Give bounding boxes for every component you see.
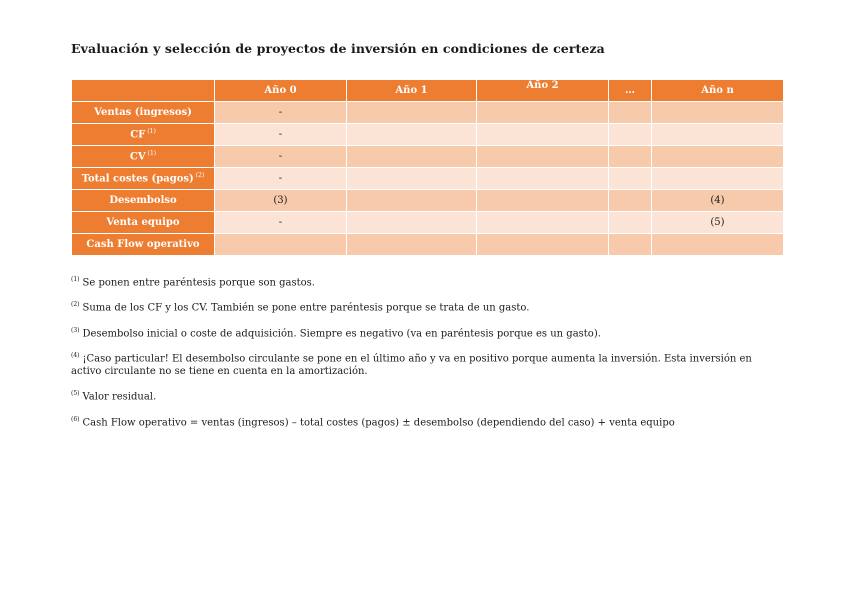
cell [215, 234, 347, 256]
cell [347, 212, 477, 234]
cell [652, 168, 784, 190]
cell [347, 102, 477, 124]
footnote-text: Suma de los CF y los CV. También se pone entre paréntesis porque se trata de un gasto. [82, 302, 530, 314]
header-year-0: Año 0 [215, 80, 347, 102]
cell: - [215, 102, 347, 124]
cell [609, 102, 652, 124]
cell [477, 234, 609, 256]
row-label-cash-flow: Cash Flow operativo [72, 234, 215, 256]
cell [652, 102, 784, 124]
table-row [72, 234, 784, 256]
footnote [71, 298, 785, 314]
row-label-ventas: Ventas (ingresos) [72, 102, 215, 124]
cell [609, 146, 652, 168]
cell: - [215, 124, 347, 146]
cell: (5) [652, 212, 784, 234]
footnote-ref: (1) [147, 150, 157, 158]
cell [347, 124, 477, 146]
page-title: Evaluación y selección de proyectos de inversión en condiciones de certeza [71, 41, 605, 56]
row-label-cf: CF $^{(1)}$ [72, 124, 215, 146]
cell [347, 168, 477, 190]
table-row [72, 168, 784, 190]
footnote-marker: (3) [71, 326, 80, 334]
cell: - [215, 168, 347, 190]
footnote-text: Cash Flow operativo = ventas (ingresos) – total costes (pagos) ± desembolso (dependiendo del caso) + venta equipo [82, 416, 675, 428]
cell [652, 146, 784, 168]
table-row [72, 102, 784, 124]
footnote-text: Valor residual. [82, 391, 157, 403]
header-corner [72, 80, 215, 102]
cell [609, 234, 652, 256]
table-row [72, 146, 784, 168]
header-year-2: Año 2 [477, 80, 609, 102]
row-label-total-costes: Total costes (pagos) $^{(2)}$ [72, 168, 215, 190]
footnote-marker: (2) [71, 301, 80, 309]
footnote [71, 387, 785, 403]
table-row [72, 212, 784, 234]
footnote-marker: (6) [71, 415, 80, 423]
cell: - [215, 212, 347, 234]
footnotes [71, 273, 785, 438]
row-label-cv: CV $^{(1)}$ [72, 146, 215, 168]
cell [477, 190, 609, 212]
cell [609, 190, 652, 212]
cell [477, 102, 609, 124]
cell: (3) [215, 190, 347, 212]
row-label-desembolso: Desembolso [72, 190, 215, 212]
footnote-text: ¡Caso particular! El desembolso circulante se pone en el último año y va en positivo porque aumenta la inversión. Esta inversión en activo circulante no se tiene en cuenta en la amortización. [71, 353, 752, 378]
footnote-marker: (4) [71, 351, 80, 359]
cell [477, 146, 609, 168]
footnote-marker: (5) [71, 390, 80, 398]
row-label-venta-equipo: Venta equipo [72, 212, 215, 234]
footnote [71, 273, 785, 289]
table-header-row [72, 80, 784, 102]
header-year-1: Año 1 [347, 80, 477, 102]
footnote [71, 413, 785, 429]
footnote-ref: (2) [195, 172, 205, 180]
cash-flow-table [71, 79, 784, 256]
cell [652, 124, 784, 146]
footnote [71, 349, 785, 378]
footnote-text: Se ponen entre paréntesis porque son gastos. [82, 277, 315, 289]
cell: - [215, 146, 347, 168]
footnote-text: Desembolso inicial o coste de adquisición. Siempre es negativo (va en paréntesis porque es un gasto). [82, 327, 601, 339]
cell [347, 190, 477, 212]
header-ellipsis: … [609, 80, 652, 102]
footnote-ref: (1) [147, 128, 156, 136]
cell [609, 124, 652, 146]
footnote [71, 324, 785, 340]
cell [609, 212, 652, 234]
table-row [72, 124, 784, 146]
cell [609, 168, 652, 190]
footnote-marker: (1) [71, 276, 80, 283]
header-year-n: Año n [652, 80, 784, 102]
cell [652, 234, 784, 256]
cell [347, 234, 477, 256]
cell: (4) [652, 190, 784, 212]
table-row [72, 190, 784, 212]
cell [347, 146, 477, 168]
cell [477, 168, 609, 190]
cell [477, 124, 609, 146]
cell [477, 212, 609, 234]
